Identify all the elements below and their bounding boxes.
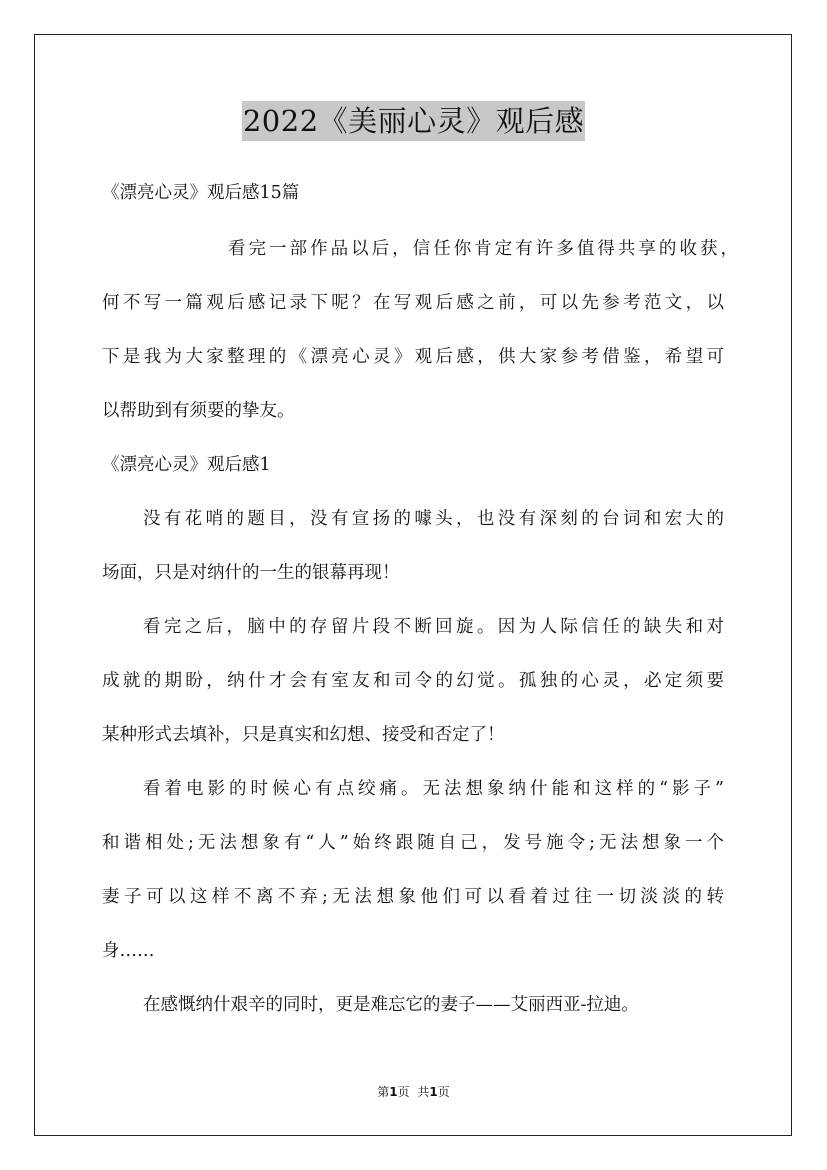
para2-line-1: 看完之后，脑中的存留片段不断回旋。因为人际信任的缺失和对 [143,617,724,637]
footer-total-suffix: 页 [437,1085,450,1099]
para3-line-1: 看着电影的时候心有点绞痛。无法想象纳什能和这样的“影子” [143,779,724,799]
para4-line-1: 在感慨纳什艰辛的同时，更是难忘它的妻子——艾丽西亚-拉迪。 [143,995,639,1015]
para1-line-2: 场面，只是对纳什的一生的银幕再现！ [102,563,400,583]
footer-page-prefix: 第 [377,1085,390,1099]
intro-line-4: 以帮助到有须要的挚友。 [102,401,295,421]
para2-line-3: 某种形式去填补，只是真实和幻想、接受和否定了！ [102,725,505,745]
footer-page-number: 1 [389,1085,398,1099]
intro-line-2: 何不写一篇观后感记录下呢？在写观后感之前，可以先参考范文，以 [102,293,724,313]
intro-line-3: 下是我为大家整理的《漂亮心灵》观后感，供大家参考借鉴，希望可 [102,347,724,367]
subtitle-line: 《漂亮心灵》观后感15篇 [102,183,300,203]
footer-page-suffix: 页 [397,1085,410,1099]
para2-line-2: 成就的期盼，纳什才会有室友和司令的幻觉。孤独的心灵，必定须要 [102,671,724,691]
section-heading: 《漂亮心灵》观后感1 [102,455,271,475]
para3-line-4: 身…… [102,941,155,961]
para3-line-2: 和谐相处;无法想象有“人”始终跟随自己，发号施令;无法想象一个 [102,833,724,853]
title-container [0,101,827,141]
para1-line-1: 没有花哨的题目，没有宣扬的噱头，也没有深刻的台词和宏大的 [143,509,724,529]
footer-total-number: 1 [429,1085,438,1099]
footer-total-prefix: 共 [417,1085,430,1099]
para3-line-3: 妻子可以这样不离不弃;无法想象他们可以看着过往一切淡淡的转 [102,887,724,907]
document-title: 2022《美丽心灵》观后感 [242,101,585,141]
intro-line-1: 看完一部作品以后，信任你肯定有许多值得共享的收获， [228,239,738,259]
page-footer [0,1083,827,1100]
